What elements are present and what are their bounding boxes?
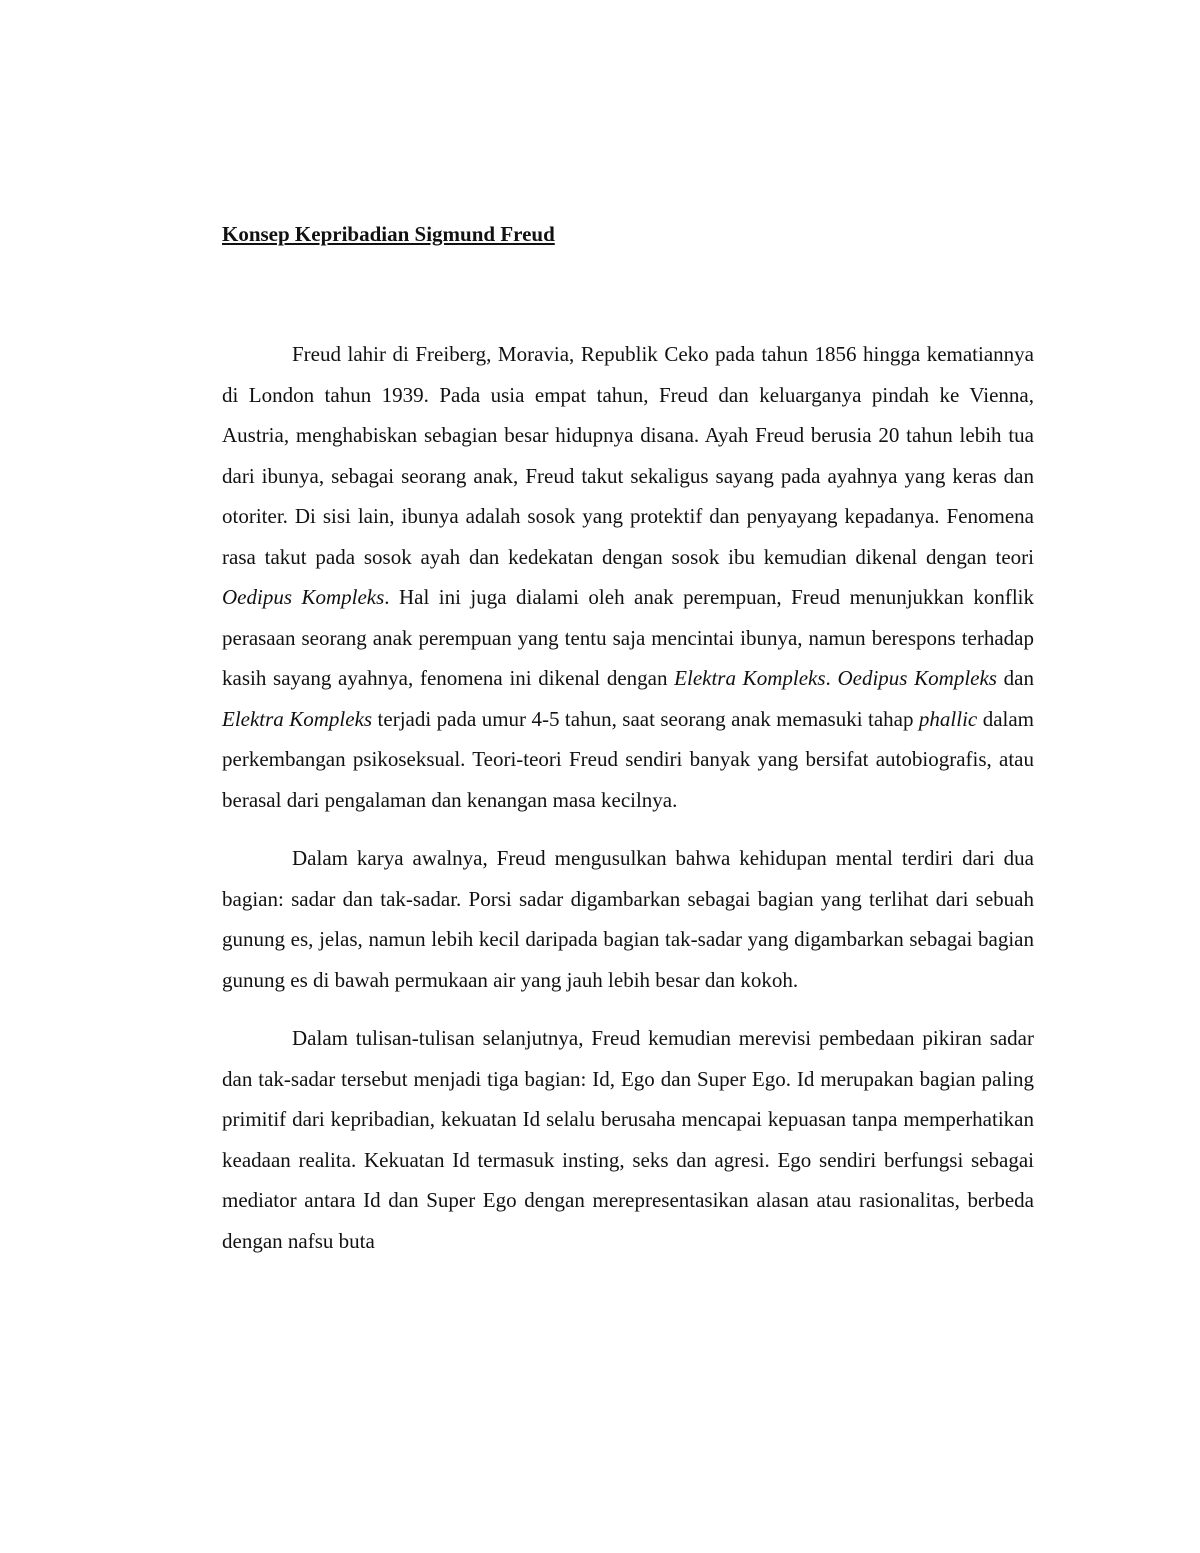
paragraph-3 (222, 1018, 1034, 1261)
italic-term-oedipus-kompleks: Oedipus Kompleks (222, 585, 385, 609)
paragraph-text: Dalam karya awalnya, Freud mengusulkan bahwa kehidupan mental terdiri dari dua bagian: sadar dan tak-sadar. Porsi sadar digambarkan sebagai bagian yang terlihat dari sebuah gunung es, jelas, namun lebih kecil daripada bagian tak-sadar yang digambarkan sebagai bagian gunung es di bawah permukaan air yang jauh lebih besar dan kokoh. (222, 846, 1034, 992)
italic-term-phallic: phallic (918, 706, 978, 731)
paragraph-text: Freud lahir di Freiberg, Moravia, Republik Ceko pada tahun 1856 hingga kematiannya di London tahun 1939. Pada usia empat tahun, Freud dan keluarganya pindah ke Vienna, Austria, menghabiskan sebagian besar hidupnya disana. Ayah Freud berusia 20 tahun lebih tua dari ibunya, sebagai seorang anak, Freud takut sekaligus sayang pada ayahnya yang keras dan otoriter. Di sisi lain, ibunya adalah sosok yang protektif dan penyayang kepadanya. Fenomena rasa takut pada sosok ayah dan kedekatan dengan sosok ibu kemudian dikenal dengan teori (222, 342, 1034, 569)
paragraph-text: Dalam tulisan-tulisan selanjutnya, Freud kemudian merevisi pembedaan pikiran sadar dan tak-sadar tersebut menjadi tiga bagian: Id, Ego dan Super Ego. Id merupakan bagian paling primitif dari kepribadian, kekuatan Id selalu berusaha mencapai kepuasan tanpa memperhatikan keadaan realita. Kekuatan Id termasuk insting, seks dan agresi. Ego sendiri berfungsi sebagai mediator antara Id dan Super Ego dengan merepresentasikan alasan atau rasionalitas, berbeda dengan nafsu buta (222, 1026, 1034, 1253)
paragraph-text: . (825, 666, 838, 690)
paragraph-text: . Hal ini juga dialami oleh anak perempuan, Freud menunjukkan konflik perasaan seorang anak perempuan yang tentu saja mencintai ibunya, namun berespons terhadap kasih sayang ayahnya, fenomena ini dikenal dengan (222, 585, 1034, 690)
paragraph-1 (222, 334, 1034, 820)
document-title: Konsep Kepribadian Sigmund Freud (222, 222, 555, 246)
italic-term-elektra-kompleks: Elektra Kompleks (674, 666, 826, 690)
paragraph-text: dan (996, 666, 1035, 690)
italic-term-elektra-kompleks: Elektra Kompleks (222, 706, 373, 731)
italic-term-oedipus-kompleks: Oedipus Kompleks (837, 666, 997, 690)
paragraph-text: dalam perkembangan psikoseksual. Teori-teori Freud sendiri banyak yang bersifat autobiografis, atau berasal dari pengalaman dan kenangan masa kecilnya. (222, 706, 1035, 812)
paragraph-text: terjadi pada umur 4-5 tahun, saat seorang anak memasuki tahap (372, 706, 919, 731)
document-body (222, 334, 1034, 1261)
paragraph-2 (222, 838, 1034, 1000)
